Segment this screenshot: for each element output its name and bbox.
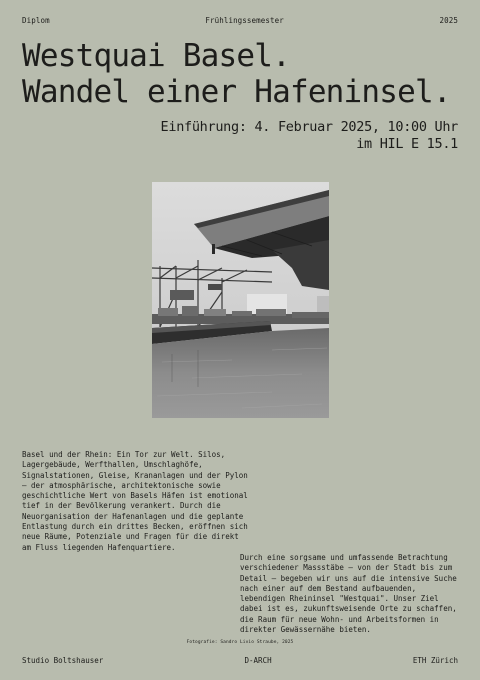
- header-year: 2025: [439, 16, 458, 25]
- footer-institution: ETH Zürich: [412, 656, 458, 665]
- event-info: [161, 119, 458, 153]
- footer-studio: Studio Boltshauser: [22, 656, 104, 665]
- footer-department: D-ARCH: [244, 656, 272, 665]
- title-line-2: Wandel einer Hafeninsel.: [22, 74, 451, 110]
- title-line-1: Westquai Basel.: [22, 38, 290, 74]
- header-semester: Frühlingssemester: [205, 16, 284, 25]
- event-room: im HIL E 15.1: [356, 136, 458, 152]
- approach-text: Durch eine sorgsame und umfassende Betrachtung verschiedener Massstäbe – von der Stadt bis zum Detail – begeben wir uns auf die intensive Suche nach einer auf dem Bestand aufbauenden, lebendigen Rheininsel "Westquai". Unser Ziel dabei ist es, zukunftsweisende Orte zu schaffen, die Raum für neue Wohn- und Arbeitsformen in direkter Gewässernähe bieten.: [240, 553, 457, 635]
- header-program: Diplom: [22, 16, 50, 25]
- footer-bar: [22, 656, 458, 665]
- event-date: Einführung: 4. Februar 2025, 10:00 Uhr: [160, 119, 458, 135]
- header-bar: [22, 16, 458, 25]
- photo-credit: Fotografie: Sandro Livio Straube, 2025: [186, 640, 294, 645]
- intro-text: Basel und der Rhein: Ein Tor zur Welt. Silos, Lagergebäude, Werfthallen, Umschlaghöfe, Signalstationen, Gleise, Krananlagen und der Pylon – der atmosphärische, architektonische sowie geschichtliche Wert von Basels Häfen ist emotional tief in der Bevölkerung verankert. Durch die Neuorganisation der Hafenanlagen und die geplante Entlastung durch ein drittes Becken, eröffnen sich neue Räume, Potenziale und Fragen für die direkt am Fluss liegenden Hafenquartiere.: [22, 450, 248, 552]
- harbor-photo: [152, 182, 329, 418]
- poster-title: [22, 38, 470, 110]
